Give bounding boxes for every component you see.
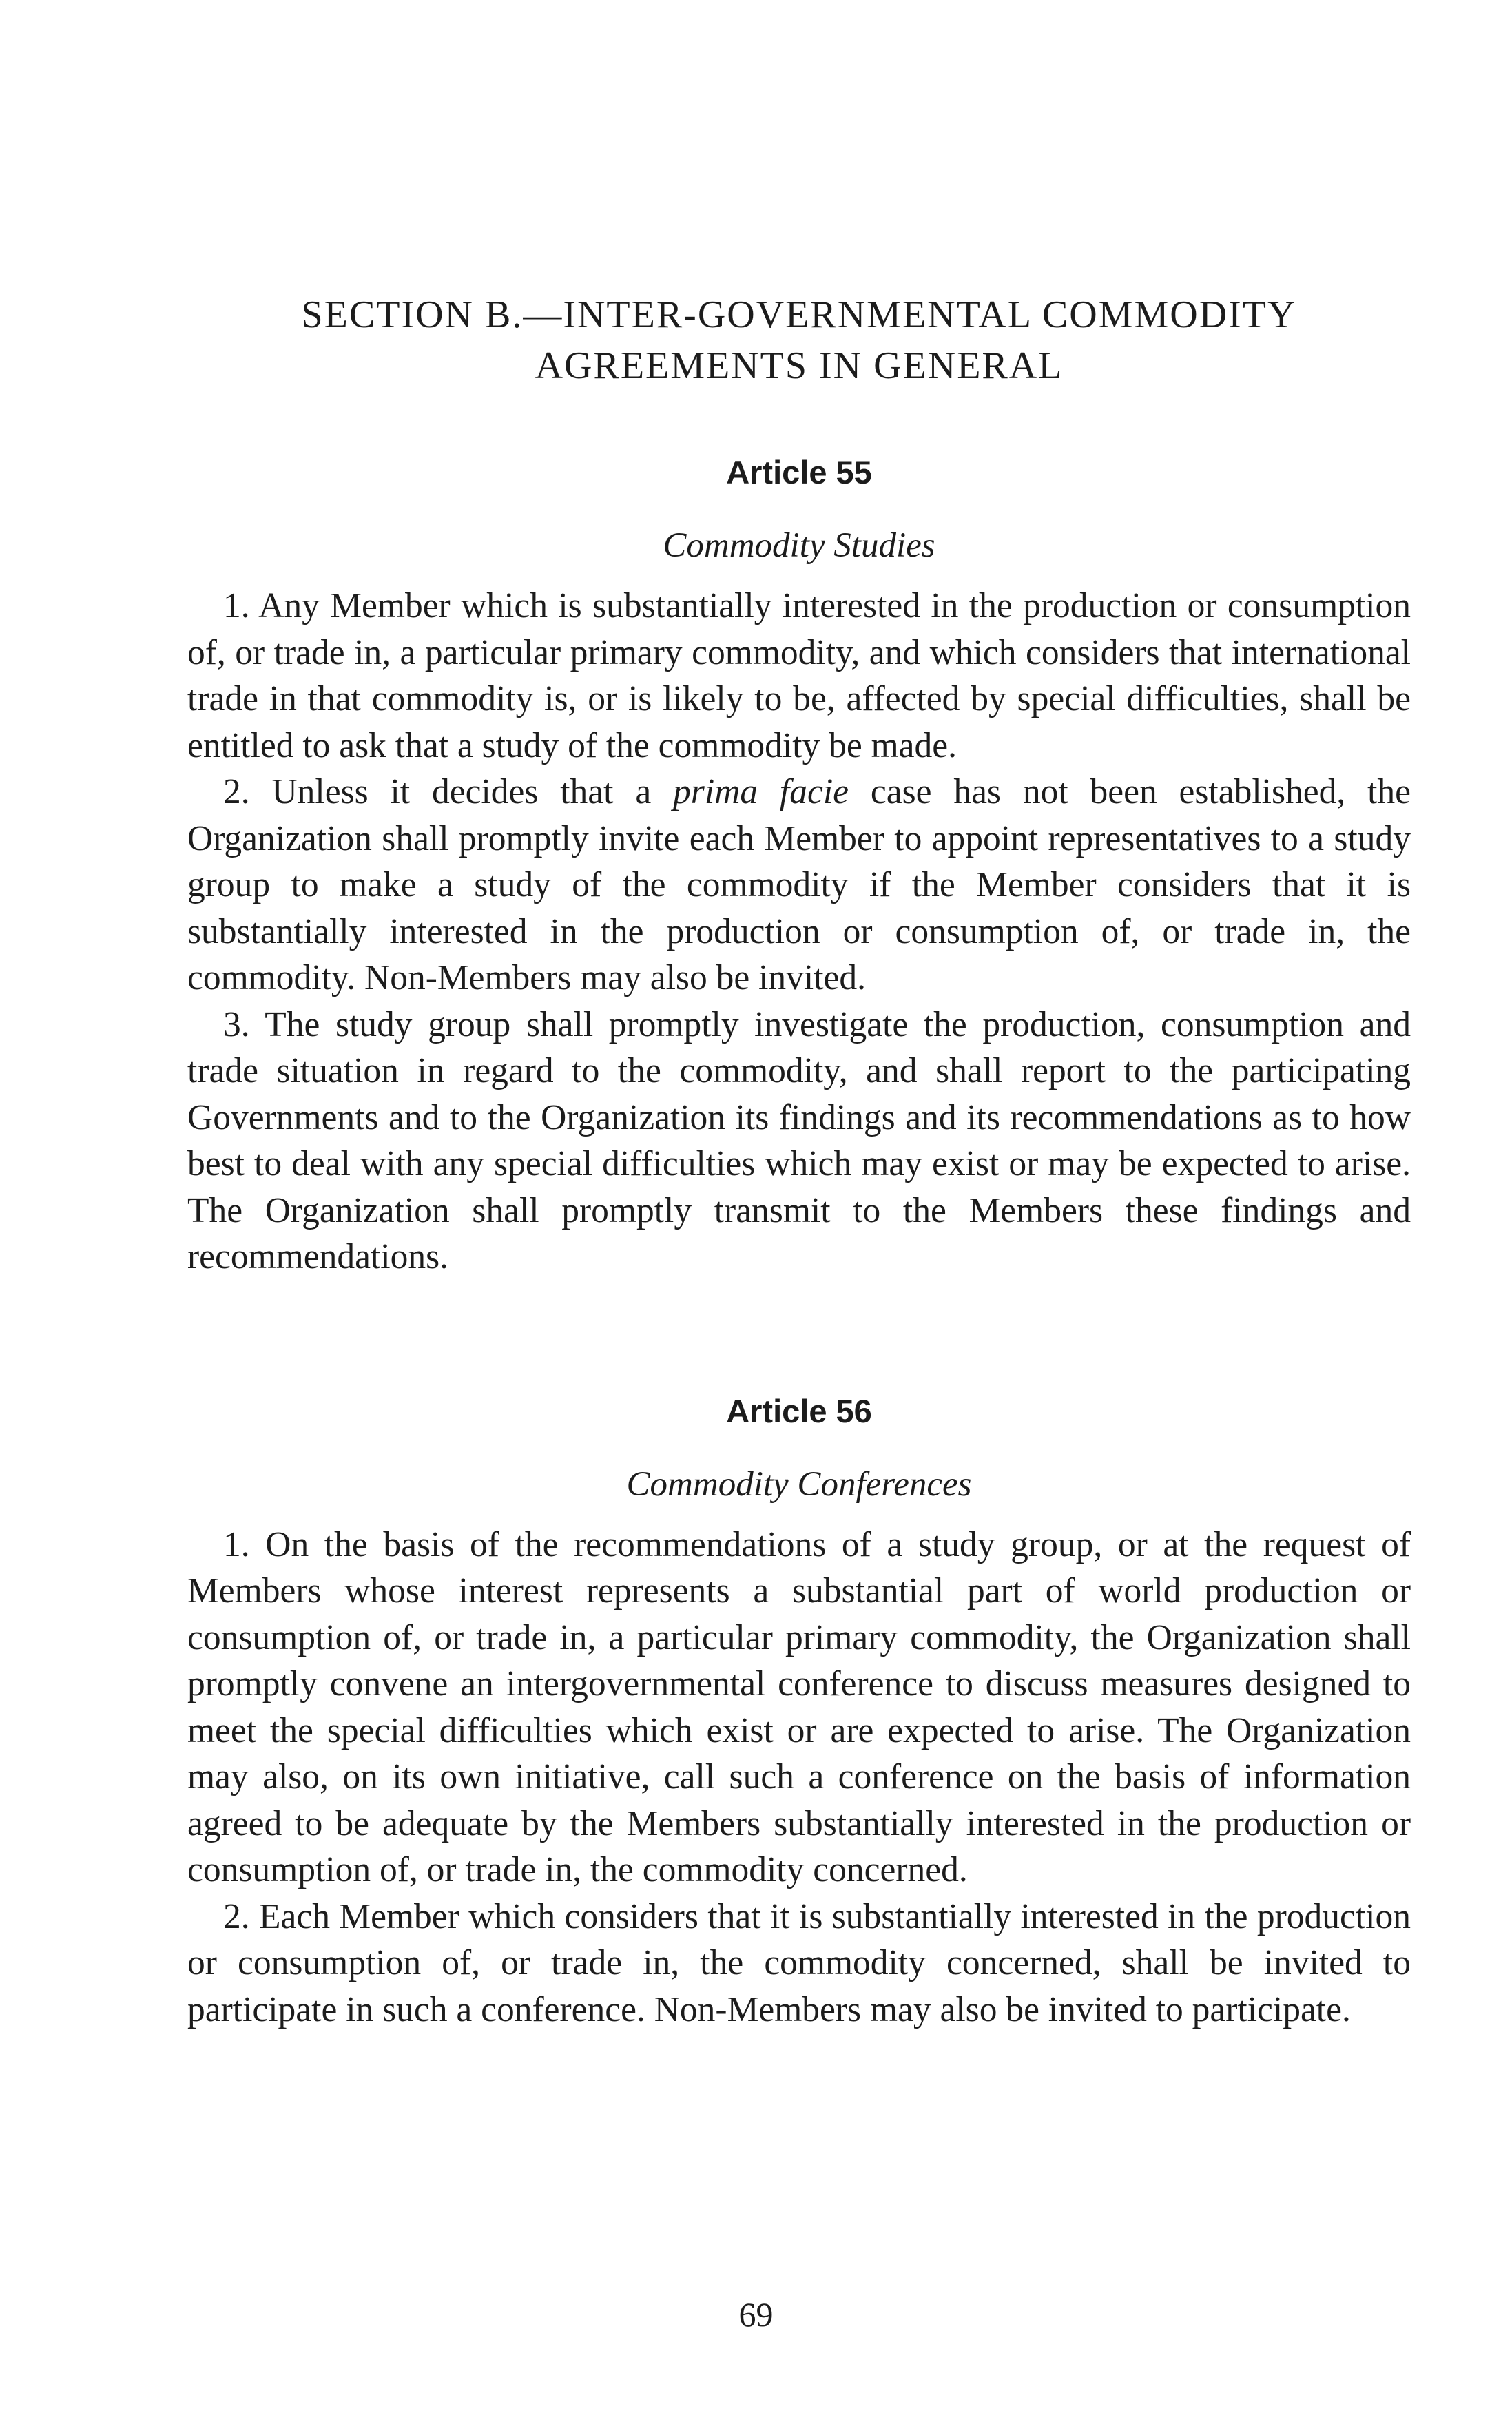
article-56-paragraph-1: 1. On the basis of the recommendations of a study group, or at the request of Members whose interest represents a substantial part of world production or consumption of, or trade in, a particular primary commodity, the Organization shall promptly convene an intergovernmental conference to discuss measures designed to meet the special difficulties which exist or are expected to arise. The Organization may also, on its own initiative, call such a conference on the basis of information agreed to be adequate by the Members substantially interested in the production or consumption of, or trade in, the commodity concerned. [187,1524,1411,1889]
article-subtitle: Commodity Conferences [626,1464,972,1504]
spacer [187,1281,1411,1391]
section-title-line-1: SECTION B.—INTER-GOVERNMENTAL COMMODITY [301,293,1297,336]
article-56 [187,1391,1411,2033]
page-body [187,289,1411,2033]
page-number: 69 [738,2295,774,2334]
article-heading: Article 55 [726,454,872,490]
article-55-paragraph-1: 1. Any Member which is substantially interested in the production or consumption of, or trade in, a particular primary commodity, and which considers that international trade in that commodity is, or is likely to be, affected by special difficulties, shall be entitled to ask that a study of the commodity be made. [187,586,1411,765]
article-55 [187,452,1411,1281]
paragraph-text: 2. Unless it decides that a [223,772,674,811]
article-56-paragraph-2: 2. Each Member which considers that it is substantially interested in the production or consumption of, or trade in, the commodity concerned, shall be invited to participate in such a conference. Non-Members may also be invited to participate. [187,1896,1411,2029]
section-title [187,289,1411,391]
paragraph-text: case has not been established, the Organization shall promptly invite each Member to appoint representatives to a study group to make a study of the commodity if the Member considers that it is substantially interested in the production or consumption of, or trade in, the commodity. Non-Members may also be invited. [187,772,1411,997]
article-55-paragraph-3: 3. The study group shall promptly investigate the production, consumption and trade situation in regard to the commodity, and shall report to the participating Governments and to the Organization its findings and its recommendations as to how best to deal with any special difficulties which may exist or may be expected to arise. The Organization shall promptly transmit to the Members these findings and recommendations. [187,1004,1411,1276]
italic-term: prima facie [673,772,849,811]
article-55-paragraph-2 [187,769,1411,1002]
article-subtitle: Commodity Studies [663,526,935,565]
article-heading: Article 56 [726,1392,872,1429]
section-title-line-2: AGREEMENTS IN GENERAL [535,344,1064,387]
